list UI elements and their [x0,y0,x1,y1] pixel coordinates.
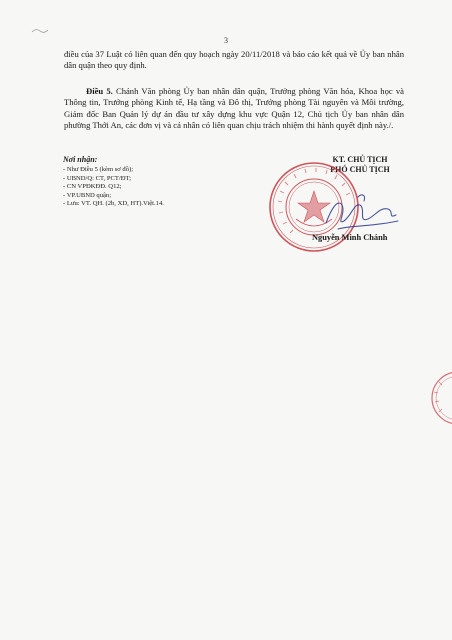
recipient-item: - CN VPĐKĐĐ. Q12; [63,183,122,191]
recipients-title: Nơi nhận: [63,155,98,164]
paragraph-continuation: điều của 37 Luật có liên quan đến quy hoạch ngày 20/11/2018 và báo cáo kết quả về Ủy ban nhân dân quận theo quy định. [64,49,404,71]
corner-scan-mark [30,26,50,36]
signer-role-line1: KT. CHỦ TỊCH [332,155,388,164]
paragraph-article-5 [64,86,404,132]
handwritten-signature [318,185,408,240]
recipient-item: - UBND/Q: CT, PCT/ĐT; [63,174,132,182]
edge-seal-stamp [420,368,452,428]
recipient-item: - VP.UBND quận; [63,191,112,199]
recipient-item: - Như Điều 5 (kèm sơ đồ); [63,166,134,173]
recipient-item: - Lưu: VT. QH. (2b, XD, HT).Việt.14. [63,200,164,208]
article-5-label: Điều 5. [86,86,113,96]
signer-name: Nguyễn Minh Chánh [312,233,388,242]
signer-role-line2: PHÓ CHỦ TỊCH [330,165,390,174]
page-number: 3 [224,36,228,45]
recipients-block [63,155,243,209]
article-5-text: Chánh Văn phòng Ủy ban nhân dân quận, Trưởng phòng Văn hóa, Khoa học và Thông tin, Trưởng phòng Kinh tế, Hạ tầng và Đô thị, Trưởng phòng Tài nguyên và Môi trường, Giám đốc Ban Quản lý dự án đầu tư xây dựng khu vực Quận 12, Chủ tịch Ủy ban nhân dân phường Thới An, các đơn vị và cá nhân có liên quan chịu trách nhiệm thi hành quyết định này./. [64,86,404,131]
